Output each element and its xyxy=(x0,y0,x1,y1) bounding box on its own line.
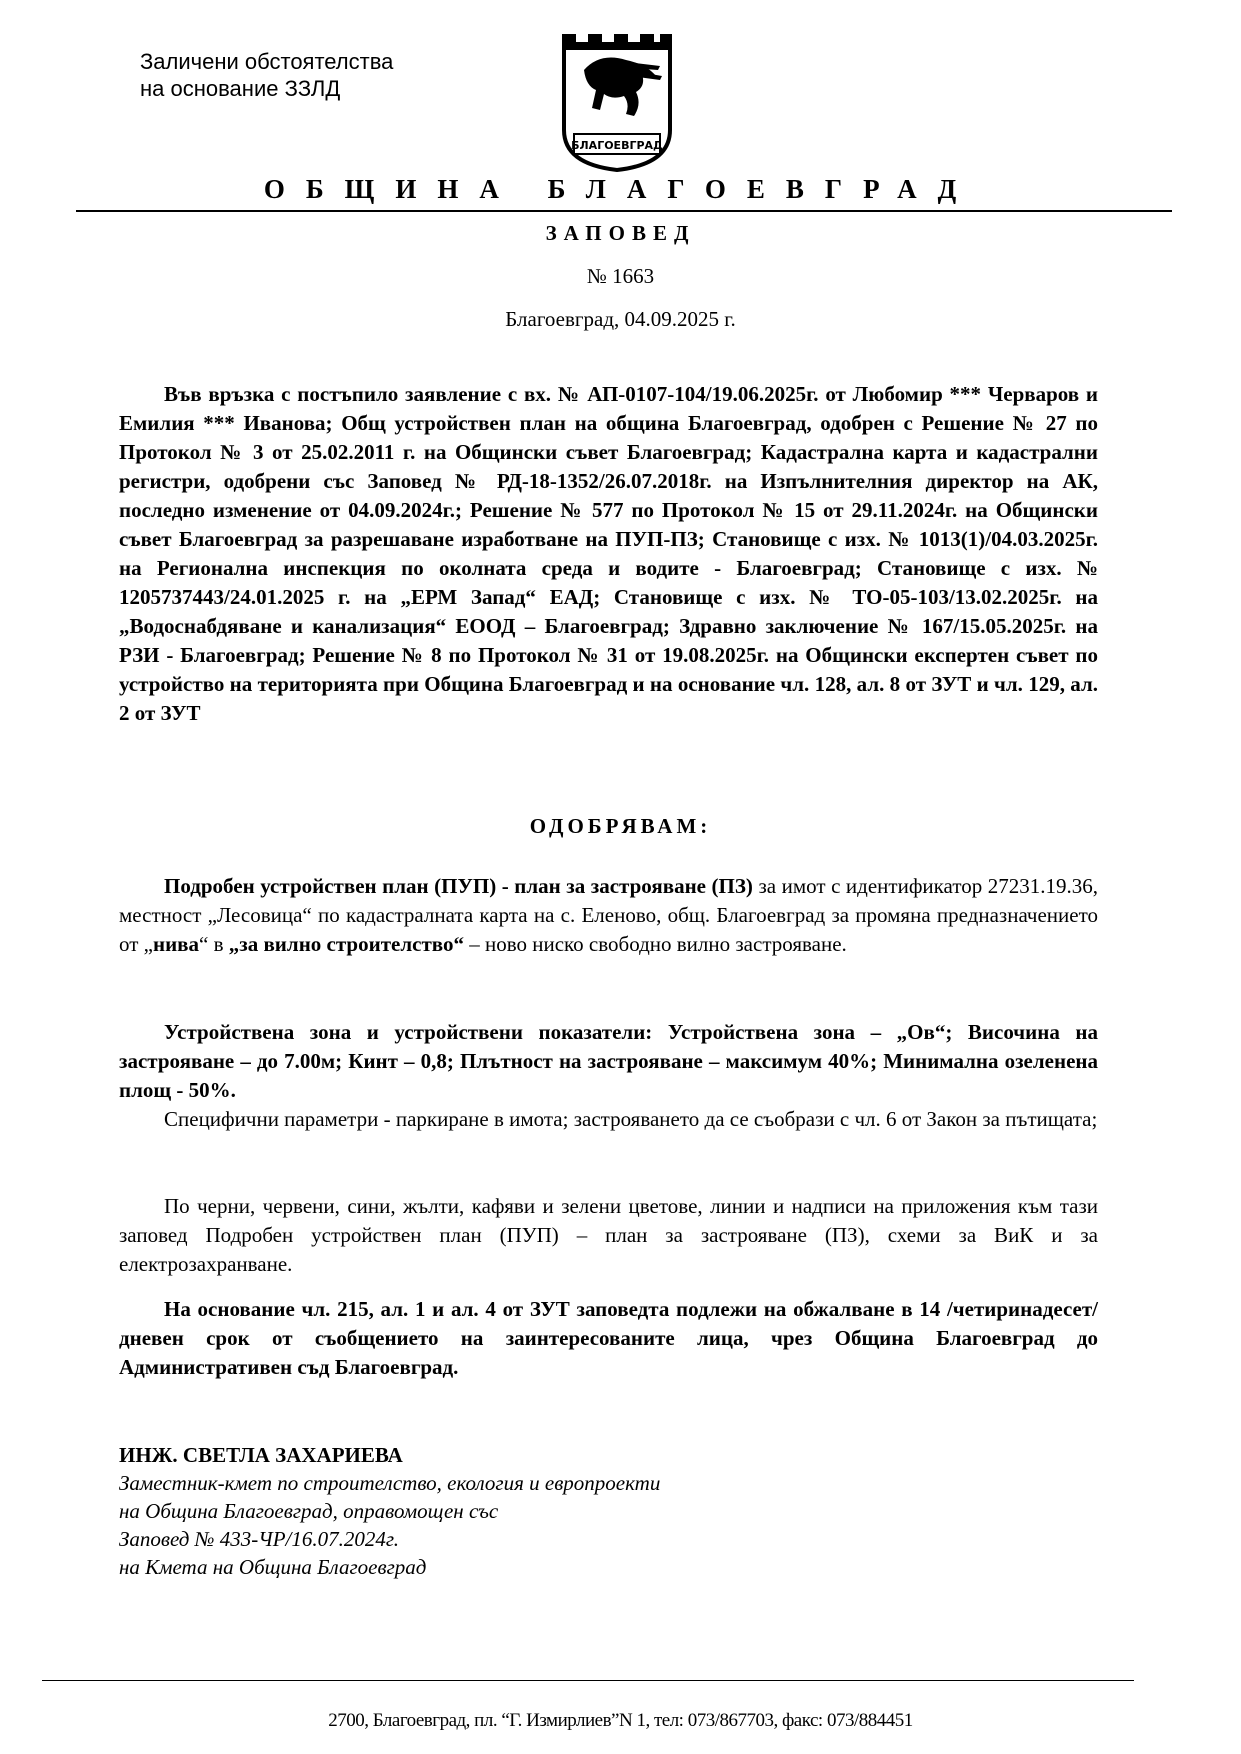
redaction-note-line1: Заличени обстоятелства xyxy=(140,49,394,74)
plan-text-2: “ в xyxy=(199,932,229,956)
place-date: Благоевград, 04.09.2025 г. xyxy=(505,307,736,331)
intro-text: Във връзка с постъпило заявление с вх. № АП-0107-104/19.06.2025г. от Любомир *** Черваров и Емилия *** Иванова; Общ устройствен план на община Благоевград, одобрен с Решение № 27 по Протокол № 3 от 25.02.2011 г. на Общински съвет Благоевград; Кадастрална карта и кадастрални регистри, одобрени със Заповед № РД-18-1352/26.07.2018г. на Изпълнителния директор на АК, последно изменение от 04.09.2024г.; Решение № 577 по Протокол № 15 от 29.11.2024г. на Общински съвет Благоевград за разрешаване изработване на ПУП-ПЗ; Становище с изх. № 1013(1)/04.03.2025г. на Регионална инспекция по околната среда и водите - Благоевград; Становище с изх. № 1205737443/24.01.2025 г. на „ЕРМ Запад“ ЕАД; Становище с изх. № ТО-05-103/13.02.2025г. на „Водоснабдяване и канализация“ ЕООД – Благоевград; Здравно заключение № 167/15.05.2025г. на РЗИ - Благоевград; Решение № 8 по Протокол № 31 от 19.08.2025г. на Общински експертен съвет по устройство на територията при Община Благоевград и на основание чл. 128, ал. 8 от ЗУТ и чл. 129, ал. 2 от ЗУТ xyxy=(119,382,1098,725)
signatory-name: ИНЖ. СВЕТЛА ЗАХАРИЕВА xyxy=(119,1443,403,1467)
crest-text: БЛАГОЕВГРАД xyxy=(571,139,663,152)
signature-block xyxy=(119,1441,660,1581)
intro-paragraph xyxy=(119,380,1098,728)
coat-of-arms-logo xyxy=(560,30,674,172)
plan-bold-lead: Подробен устройствен план (ПУП) - план за застрояване (ПЗ) xyxy=(164,874,753,898)
appeal-text: На основание чл. 215, ал. 1 и ал. 4 от ЗУТ заповедта подлежи на обжалване в 14 /четиринадесет/ дневен срок от съобщението на заинтересованите лица, чрез Община Благоевград до Административен съд Благоевград. xyxy=(119,1297,1098,1379)
zone-text: Устройствена зона и устройствени показатели: Устройствена зона – „Ов“; Височина на застрояване – до 7.00м; Кинт – 0,8; Плътност на застрояване – максимум 40%; Минимална озеленена площ - 50%. xyxy=(119,1020,1098,1102)
municipality-title: ОБЩИНА БЛАГОЕВГРАД xyxy=(263,174,978,204)
plan-bold-villa: „за вилно строителство“ xyxy=(228,932,464,956)
zone-paragraph xyxy=(119,1018,1098,1134)
redaction-note-line2: на основание ЗЗЛД xyxy=(140,76,341,101)
plan-paragraph xyxy=(119,872,1098,959)
signatory-role-line4: на Кмета на Община Благоевград xyxy=(119,1555,427,1579)
document-title: ЗАПОВЕД xyxy=(545,221,696,245)
colors-text: По черни, червени, сини, жълти, кафяви и зелени цветове, линии и надписи на приложения към тази заповед Подробен устройствен план (ПУП) – план за застрояване (ПЗ), схеми за ВиК и за електрозахранване. xyxy=(119,1194,1098,1276)
specific-params: Специфични параметри - паркиране в имота; застрояването да се съобрази с чл. 6 от Закон за пътищата; xyxy=(164,1107,1098,1131)
plan-text-1: за имот с идентификатор 27231.19.36, местност „Лесовица“ по кадастралната карта на с. Еленово, общ. Благоевград за промяна предназначението от „ xyxy=(119,874,1099,956)
plan-text-3: – ново ниско свободно вилно застрояване. xyxy=(463,932,847,956)
signatory-role-line2: на Община Благоевград, оправомощен със xyxy=(119,1499,499,1523)
header-divider xyxy=(76,210,1172,212)
appeal-paragraph xyxy=(119,1295,1098,1382)
signatory-role-line3: Заповед № 433-ЧР/16.07.2024г. xyxy=(119,1527,400,1551)
footer-divider xyxy=(42,1680,1134,1681)
plan-bold-niva: нива xyxy=(152,932,200,956)
colors-paragraph xyxy=(119,1192,1098,1279)
approve-heading: ОДОБРЯВАМ: xyxy=(529,814,712,838)
redaction-note xyxy=(140,48,393,102)
signatory-role-line1: Заместник-кмет по строителство, екология и европроекти xyxy=(119,1471,661,1495)
order-number: № 1663 xyxy=(586,264,655,288)
footer-address: 2700, Благоевград, пл. “Г. Измирлиев”N 1, тел: 073/867703, факс: 073/884451 xyxy=(328,1710,913,1731)
